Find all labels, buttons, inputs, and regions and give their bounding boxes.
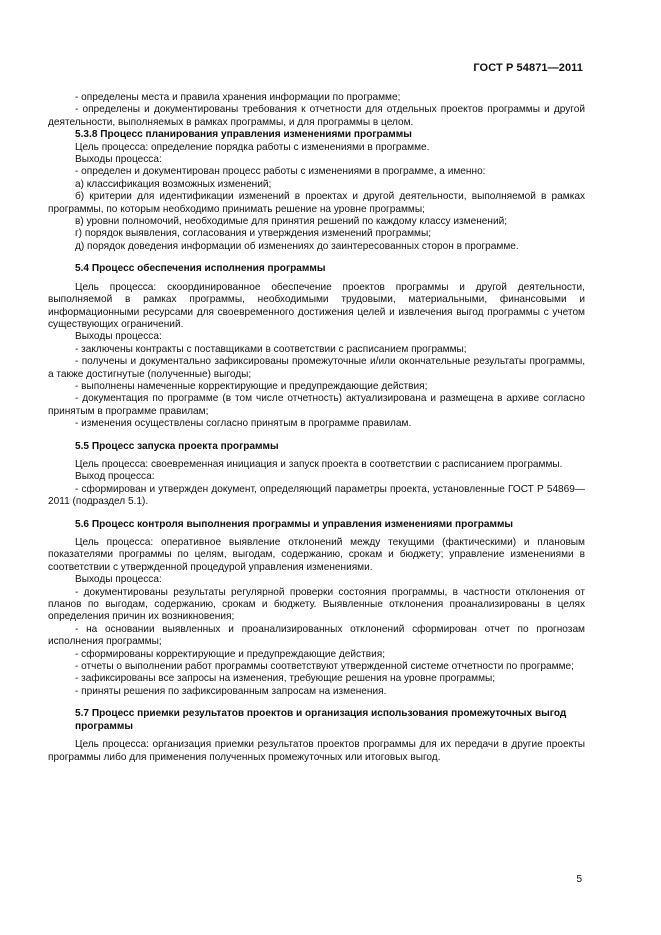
paragraph: - зафиксированы все запросы на изменения, требующие решения на уровне программы; xyxy=(75,673,496,685)
paragraph: б) критерии для идентификации изменений в проектах и другой деятельности, выполняемой в рамках программы, по которым необходимо принимать решение на уровне программы; xyxy=(48,191,585,215)
paragraph: - заключены контракты с поставщиками в соответствии с расписанием программы; xyxy=(75,343,467,355)
paragraph: Цель процесса: организация приемки результатов проектов программы для их передачи в другие проекты программы либо для применения полученных промежуточных или итоговых выгод. xyxy=(48,739,585,763)
paragraph: - изменения осуществлены согласно принятым в программе правилам. xyxy=(75,418,412,430)
paragraph: - приняты решения по зафиксированным запросам на изменения. xyxy=(75,685,387,697)
paragraph: - документированы результаты регулярной проверки состояния программы, в частности отклонения от планов по выгодам, содержанию, срокам и бюджету. Выявленные отклонения проанализированы в целях определения причин их возникновения; xyxy=(48,586,585,623)
paragraph: Выход процесса: xyxy=(75,471,155,483)
subsection-heading: 5.3.8 Процесс планирования управления изменениями программы xyxy=(75,129,412,141)
paragraph: - на основании выявленных и проанализированных отклонений сформирован отчет по прогнозам исполнения программы; xyxy=(48,623,585,648)
paragraph: - отчеты о выполнении работ программы соответствуют утвержденной системе отчетности по программе; xyxy=(75,661,574,673)
paragraph: Цель процесса: скоординированное обеспечение проектов программы и другой деятельности, выполняемой в рамках программы, необходимыми трудовыми, материальными, финансовыми и информационными ресурсами для своевременного достижения целей и извлечения выгод программы с учетом существующих ограничений. xyxy=(48,281,585,330)
section-heading: 5.7 Процесс приемки результатов проектов и организация использования промежуточных выгод программы xyxy=(75,708,567,732)
paragraph: - документация по программе (в том числе отчетность) актуализирована и размещена в архиве согласно принятым в программе правилам; xyxy=(48,393,585,417)
section-heading: 5.5 Процесс запуска проекта программы xyxy=(75,440,279,452)
section-heading: 5.4 Процесс обеспечения исполнения программы xyxy=(75,263,326,275)
paragraph: а) классификация возможных изменений; xyxy=(75,178,272,190)
paragraph: Выходы процесса: xyxy=(75,574,162,586)
paragraph: Цель процесса: своевременная инициация и запуск проекта в соответствии с расписанием программы. xyxy=(75,458,563,470)
paragraph: - выполнены намеченные корректирующие и предупреждающие действия; xyxy=(75,380,428,392)
section-heading: 5.6 Процесс контроля выполнения программы и управления изменениями программы xyxy=(75,518,514,530)
paragraph: - получены и документально зафиксированы промежуточные и/или окончательные результаты программы, а также достигнутые (полученные) выгоды; xyxy=(48,356,585,380)
paragraph: - определен и документирован процесс работы с изменениями в программе, а именно: xyxy=(75,166,486,178)
paragraph: - определены и документированы требования к отчетности для отдельных проектов программы и другой деятельности, выполняемых в рамках программы, и для программы в целом. xyxy=(48,104,585,128)
page-number: 5 xyxy=(576,874,582,885)
document-body xyxy=(48,92,585,764)
document-header: ГОСТ Р 54871—2011 xyxy=(473,62,583,74)
paragraph: - сформированы корректирующие и предупреждающие действия; xyxy=(75,648,385,660)
paragraph: - определены места и правила хранения информации по программе; xyxy=(75,92,401,103)
paragraph: в) уровни полномочий, необходимые для принятия решений по каждому классу изменений; xyxy=(75,216,508,228)
paragraph: д) порядок доведения информации об изменениях до заинтересованных сторон в программе. xyxy=(75,240,519,252)
paragraph: Выходы процесса: xyxy=(75,154,162,166)
paragraph: Цель процесса: определение порядка работы с изменениями в программе. xyxy=(75,141,430,153)
paragraph: Выходы процесса: xyxy=(75,331,162,343)
paragraph: г) порядок выявления, согласования и утверждения изменений программы; xyxy=(75,228,432,240)
paragraph: Цель процесса: оперативное выявление отклонений между текущими (фактическими) и плановым показателями программы по целям, выгодам, содержанию, срокам и бюджету; управление изменениями в соответствии с утвержденной процедурой управления изменениями. xyxy=(48,537,585,573)
paragraph: - сформирован и утвержден документ, определяющий параметры проекта, установленные ГОСТ Р 54869—2011 (подраздел 5.1). xyxy=(48,483,585,508)
